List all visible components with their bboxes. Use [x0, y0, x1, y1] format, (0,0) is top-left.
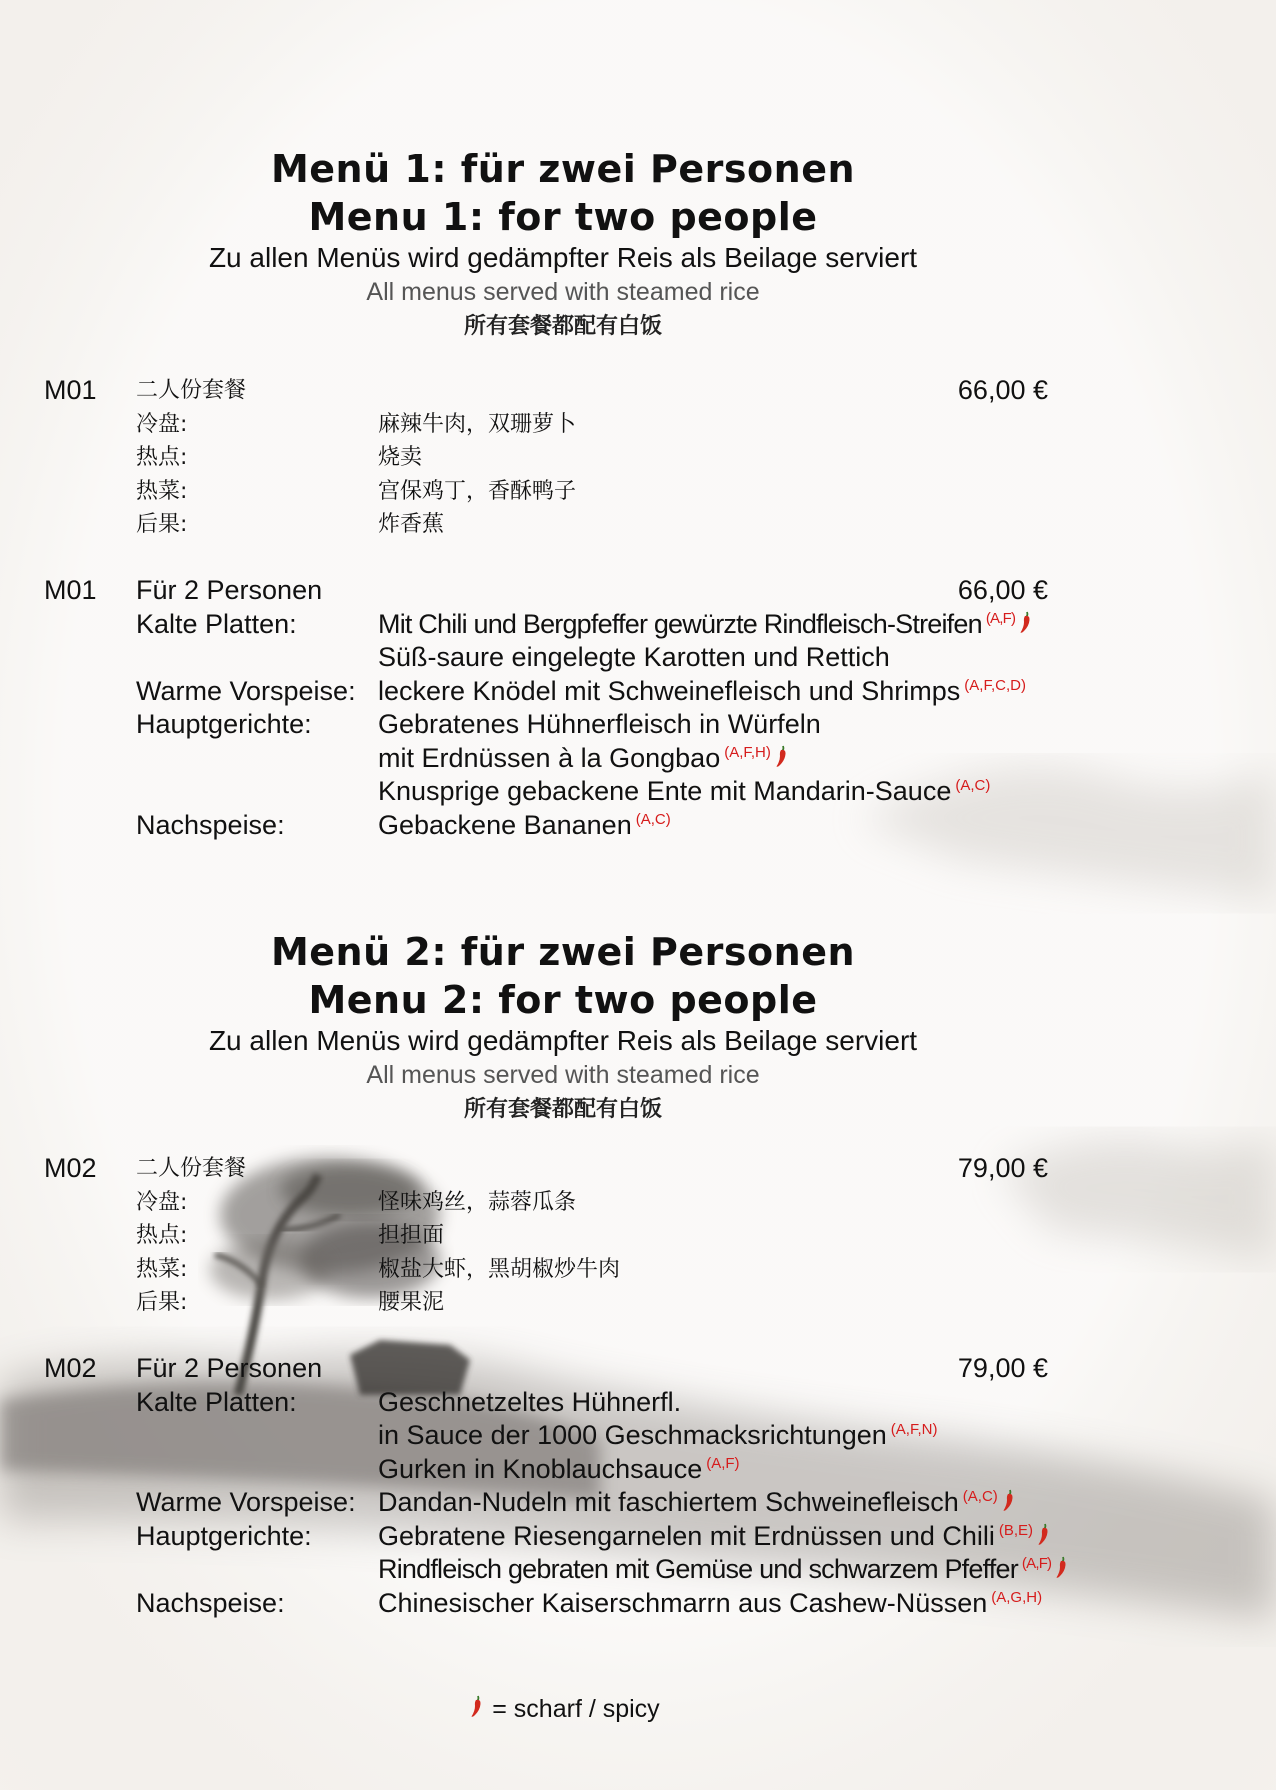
allergen-codes: (A,C) — [962, 1488, 998, 1505]
item-code: M02 — [44, 1353, 97, 1383]
menu-2-chinese-block — [0, 1152, 1276, 1320]
course-label: Hauptgerichte: — [136, 709, 312, 739]
course-label: Warme Vorspeise: — [136, 675, 356, 706]
menu-1-header — [0, 145, 1126, 345]
legend-text: = scharf / spicy — [492, 1695, 660, 1723]
dish-name: 腰果泥 — [378, 1290, 445, 1315]
menu-1-german-block — [0, 574, 1276, 842]
dish-name: 宫保鸡丁，香酥鸭子 — [378, 478, 577, 504]
allergen-codes: (A,G,H) — [991, 1588, 1043, 1606]
course-label: Warme Vorspeise: — [136, 1487, 356, 1517]
menu-2-zh-heading-row — [0, 1152, 1276, 1186]
dish-name: Chinesischer Kaiserschmarrn aus Cashew-Nüssen $^{(A,G,H)}$ — [378, 1587, 1043, 1618]
spicy-legend — [0, 1692, 1126, 1726]
dish-name: 烧卖 — [378, 445, 423, 470]
course-row — [0, 1520, 1276, 1554]
chili-pepper-icon — [469, 1694, 485, 1720]
course-label: 后果: — [136, 1290, 188, 1315]
dish-name: Dandan-Nudeln mit faschiertem Schweinefleisch $^{(A,C)}$ — [378, 1486, 1017, 1520]
course-row — [0, 1453, 1276, 1487]
chili-pepper-icon — [1018, 610, 1034, 636]
course-row — [0, 708, 1276, 742]
course-label: 冷盘: — [136, 411, 188, 437]
dish-name: Süß-saure eingelegte Karotten und Rettich — [378, 642, 890, 672]
dish-name: 椒盐大虾，黑胡椒炒牛肉 — [378, 1256, 621, 1282]
course-row — [0, 1486, 1276, 1520]
menu-2-title-en: Menu 2: for two people — [308, 978, 818, 1022]
set-title-de: Für 2 Personen — [136, 575, 323, 605]
allergen-codes: (A,F) — [985, 609, 1016, 627]
course-row — [0, 1219, 1276, 1253]
course-row — [0, 742, 1276, 776]
course-row — [0, 641, 1276, 675]
course-label: 热点: — [136, 1223, 188, 1248]
price: 79,00 € — [957, 1153, 1048, 1183]
set-title-zh: 二人份套餐 — [136, 378, 247, 403]
allergen-codes: (A,C) — [635, 810, 671, 828]
item-code: M01 — [44, 375, 97, 405]
menu-2-de-heading-row — [0, 1352, 1276, 1386]
course-label: 热菜: — [136, 478, 188, 504]
course-row — [0, 408, 1276, 442]
course-label: 热点: — [136, 445, 188, 470]
menu-2-title-de: Menü 2: für zwei Personen — [270, 930, 856, 974]
dish-name: mit Erdnüssen à la Gongbao $^{(A,F,H)}$ — [378, 742, 790, 776]
menu-1-rice-note-de: Zu allen Menüs wird gedämpfter Reis als Beilage serviert — [208, 242, 918, 273]
menu-1-de-heading-row — [0, 574, 1276, 608]
chili-pepper-icon — [1036, 1522, 1052, 1548]
course-row — [0, 441, 1276, 475]
dish-name: 担担面 — [378, 1223, 445, 1248]
allergen-codes: (B,E) — [998, 1521, 1034, 1539]
course-row — [0, 508, 1276, 542]
price: 66,00 € — [957, 575, 1048, 605]
allergen-codes: (A,F) — [1021, 1555, 1052, 1572]
course-row — [0, 1186, 1276, 1220]
allergen-codes: (A,C) — [955, 777, 991, 794]
menu-1-chinese-block — [0, 374, 1276, 542]
dish-name: leckere Knödel mit Schweinefleisch und Shrimps $^{(A,F,C,D)}$ — [378, 675, 1026, 706]
dish-name: 炸香蕉 — [378, 512, 445, 537]
course-label: Nachspeise: — [136, 809, 285, 840]
course-row — [0, 1286, 1276, 1320]
allergen-codes: (A,F,H) — [724, 743, 771, 761]
dish-name: Knusprige gebackene Ente mit Mandarin-Sauce $^{(A,C)}$ — [378, 776, 991, 806]
dish-name: Geschnetzeltes Hühnerfl. — [378, 1386, 682, 1417]
course-label: Hauptgerichte: — [136, 1520, 312, 1551]
menu-2-rice-note-zh: 所有套餐都配有白饭 — [463, 1097, 662, 1122]
course-row — [0, 1419, 1276, 1453]
course-label: Kalte Platten: — [136, 1386, 297, 1417]
allergen-codes: (A,F) — [706, 1454, 740, 1472]
dish-name: Gebratene Riesengarnelen mit Erdnüssen und Chili $^{(B,E)}$ — [378, 1520, 1052, 1554]
menu-2-rice-note-en: All menus served with steamed rice — [366, 1061, 760, 1089]
course-row — [0, 675, 1276, 709]
menu-1-title-en: Menu 1: for two people — [308, 195, 818, 239]
menu-1-title-de: Menü 1: für zwei Personen — [270, 147, 856, 191]
dish-name: Rindfleisch gebraten mit Gemüse und schwarzem Pfeffer $^{(A,F)}$ — [378, 1553, 1070, 1587]
course-label: Nachspeise: — [136, 1587, 285, 1618]
item-code: M02 — [44, 1153, 97, 1183]
course-label: 热菜: — [136, 1256, 188, 1282]
course-label: 后果: — [136, 512, 188, 537]
menu-1-zh-heading-row — [0, 374, 1276, 408]
course-row — [0, 775, 1276, 809]
chili-pepper-icon — [1054, 1555, 1070, 1581]
course-label: Kalte Platten: — [136, 608, 297, 639]
dish-name: 麻辣牛肉，双珊萝卜 — [378, 411, 577, 437]
menu-2-rice-note-de: Zu allen Menüs wird gedämpfter Reis als Beilage serviert — [208, 1025, 918, 1056]
menu-1-rice-note-zh: 所有套餐都配有白饭 — [463, 314, 662, 339]
course-label: 冷盘: — [136, 1189, 188, 1215]
course-row — [0, 1253, 1276, 1287]
course-row — [0, 608, 1276, 642]
set-title-de: Für 2 Personen — [136, 1353, 323, 1383]
price: 79,00 € — [957, 1353, 1048, 1383]
dish-name: Gurken in Knoblauchsauce $^{(A,F)}$ — [378, 1453, 740, 1484]
course-row — [0, 1587, 1276, 1621]
dish-name: Mit Chili und Bergpfeffer gewürzte Rindfleisch-Streifen $^{(A,F)}$ — [378, 608, 1034, 642]
menu-2-german-block — [0, 1352, 1276, 1620]
menu-2-header — [0, 928, 1126, 1128]
course-row — [0, 1553, 1276, 1587]
course-row — [0, 1386, 1276, 1420]
set-title-zh: 二人份套餐 — [136, 1156, 247, 1181]
dish-name: Gebackene Bananen $^{(A,C)}$ — [378, 809, 671, 840]
course-row — [0, 475, 1276, 509]
dish-name: 怪味鸡丝，蒜蓉瓜条 — [378, 1189, 577, 1215]
chili-pepper-icon — [1001, 1488, 1017, 1514]
price: 66,00 € — [957, 375, 1048, 405]
dish-name: Gebratenes Hühnerfleisch in Würfeln — [378, 709, 821, 739]
item-code: M01 — [44, 575, 97, 605]
allergen-codes: (A,F,C,D) — [964, 676, 1026, 694]
menu-1-rice-note-en: All menus served with steamed rice — [366, 278, 760, 306]
allergen-codes: (A,F,N) — [890, 1421, 938, 1438]
chili-pepper-icon — [774, 744, 790, 770]
dish-name: in Sauce der 1000 Geschmacksrichtungen $^{(A,F,N)}$ — [378, 1420, 938, 1450]
course-row — [0, 809, 1276, 843]
